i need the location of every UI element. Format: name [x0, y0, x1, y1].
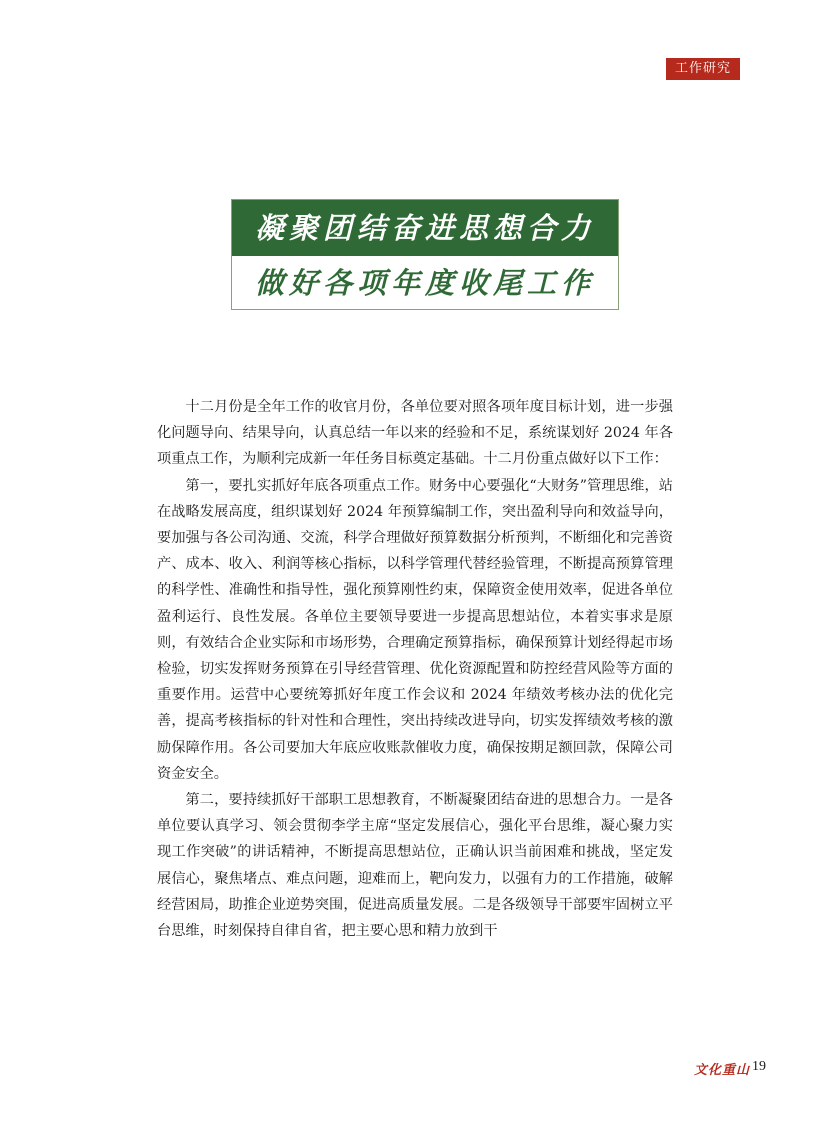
- paragraph: 第一，要扎实抓好年底各项重点工作。财务中心要强化“大财务”管理思维，站在战略发展高度，组织谋划好 2024 年预算编制工作，突出盈利导向和效益导向，要加强与各公司沟通、交流，科学合理做好预算数据分析预判，不断细化和完善资产、成本、收入、利润等核心指标，以科学管理代替经验管理，不断提高预算管理的科学性、准确性和指导性，强化预算刚性约束，保障资金使用效率，促进各单位盈利运行、良性发展。各单位主要领导要进一步提高思想站位，本着实事求是原则，有效结合企业实际和市场形势，合理确定预算指标，确保预算计划经得起市场检验，切实发挥财务预算在引导经营管理、优化资源配置和防控经营风险等方面的重要作用。运营中心要统筹抓好年度工作会议和 2024 年绩效考核办法的优化完善，提高考核指标的针对性和合理性，突出持续改进导向，切实发挥绩效考核的激励保障作用。各公司要加大年底应收账款催收力度，确保按期足额回款，保障公司资金安全。: [157, 477, 673, 782]
- article-title: [231, 199, 619, 310]
- paragraph: 十二月份是全年工作的收官月份，各单位要对照各项年度目标计划，进一步强化问题导向、结果导向，认真总结一年以来的经验和不足，系统谋划好 2024 年各项重点工作，为顺利完成新一年任务目标奠定基础。十二月份重点做好以下工作：: [157, 399, 673, 468]
- footer-brand-logo: 文化重山: [694, 1063, 751, 1078]
- article-body: [157, 394, 673, 944]
- section-tag: 工作研究: [666, 58, 740, 80]
- title-line-2: 做好各项年度收尾工作: [254, 266, 595, 300]
- page-number: 19: [752, 1059, 766, 1074]
- paragraph: 第二，要持续抓好干部职工思想教育，不断凝聚团结奋进的思想合力。一是各单位要认真学习、领会贯彻李学主席“坚定发展信心，强化平台思维，凝心聚力实现工作突破”的讲话精神，不断提高思想站位，正确认识当前困难和挑战，坚定发展信心，聚焦堵点、难点问题，迎难而上，靶向发力，以强有力的工作措施，破解经营困局，助推企业逆势突围，促进高质量发展。二是各级领导干部要牢固树立平台思维，时刻保持自律自省，把主要心思和精力放到干: [157, 792, 673, 940]
- title-line-1: 凝聚团结奋进思想合力: [232, 200, 618, 256]
